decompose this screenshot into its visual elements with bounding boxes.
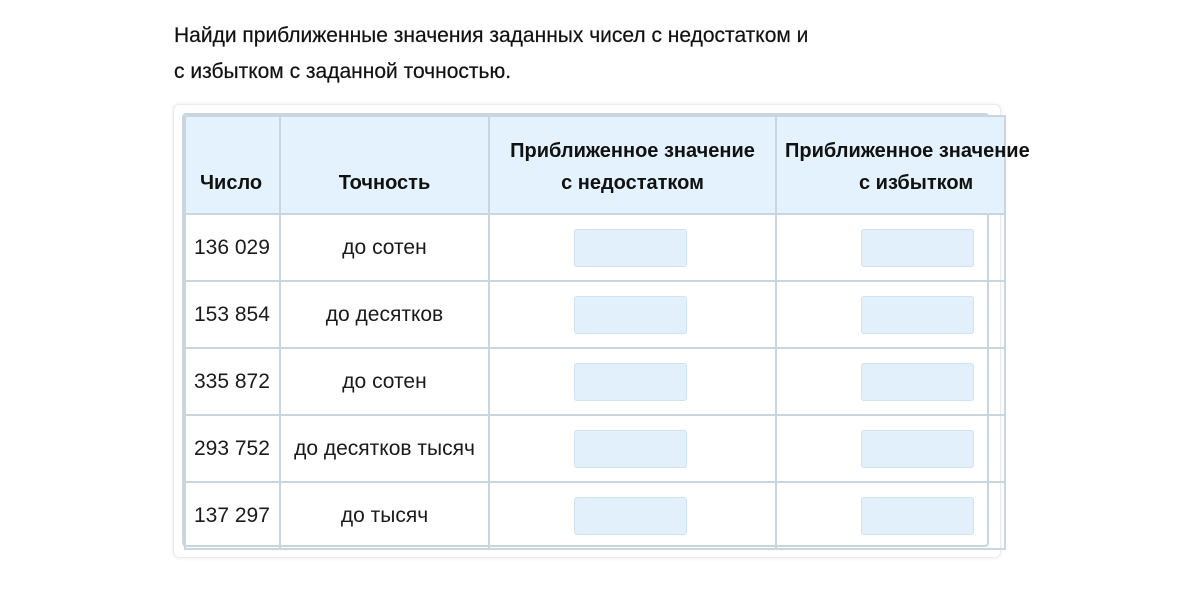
excess-answer-input[interactable]: [861, 363, 974, 401]
table-row: [185, 415, 1005, 482]
deficit-answer-input[interactable]: [574, 497, 687, 535]
header-precision: [280, 116, 489, 214]
deficit-cell: [489, 415, 776, 482]
header-number-label: Число: [200, 172, 263, 194]
deficit-answer-input[interactable]: [574, 296, 687, 334]
precision-cell: до тысяч: [280, 482, 489, 549]
table-row: [185, 482, 1005, 549]
excess-cell: [776, 348, 1005, 415]
task-line-2: с избытком с заданной точностью.: [174, 60, 512, 83]
number-cell: 136 029: [185, 214, 280, 281]
approximation-table-container: [182, 113, 1030, 547]
precision-cell: до сотен: [280, 348, 489, 415]
excess-cell: [776, 415, 1005, 482]
deficit-cell: [489, 348, 776, 415]
task-text: [174, 18, 934, 90]
number-cell: 137 297: [185, 482, 280, 549]
precision-cell: до десятков тысяч: [280, 415, 489, 482]
number-cell: 335 872: [185, 348, 280, 415]
header-deficit-line2: с недостатком: [561, 172, 704, 194]
header-excess-line1: Приближенное значение: [785, 140, 1030, 162]
deficit-cell: [489, 281, 776, 348]
deficit-cell: [489, 214, 776, 281]
table-row: [185, 348, 1005, 415]
number-cell: 293 752: [185, 415, 280, 482]
deficit-cell: [489, 482, 776, 549]
header-number: [185, 116, 280, 214]
excess-answer-input[interactable]: [861, 296, 974, 334]
header-excess: [776, 116, 1030, 214]
approximation-table: [184, 115, 1030, 550]
deficit-answer-input[interactable]: [574, 363, 687, 401]
header-precision-label: Точность: [338, 172, 431, 194]
excess-answer-input[interactable]: [861, 229, 974, 267]
deficit-answer-input[interactable]: [574, 229, 687, 267]
excess-answer-input[interactable]: [861, 497, 974, 535]
task-line-1: Найди приближенные значения заданных чисел с недостатком и: [174, 24, 809, 47]
table-row: [185, 214, 1005, 281]
table-row: [185, 281, 1005, 348]
number-cell: 153 854: [185, 281, 280, 348]
header-excess-line2: с избытком: [859, 172, 974, 194]
header-deficit-line1: Приближенное значение: [510, 140, 755, 162]
header-deficit: [489, 116, 776, 214]
excess-cell: [776, 281, 1005, 348]
precision-cell: до сотен: [280, 214, 489, 281]
excess-cell: [776, 482, 1005, 549]
precision-cell: до десятков: [280, 281, 489, 348]
excess-cell: [776, 214, 1005, 281]
deficit-answer-input[interactable]: [574, 430, 687, 468]
table-header-row: [185, 116, 1005, 214]
excess-answer-input[interactable]: [861, 430, 974, 468]
